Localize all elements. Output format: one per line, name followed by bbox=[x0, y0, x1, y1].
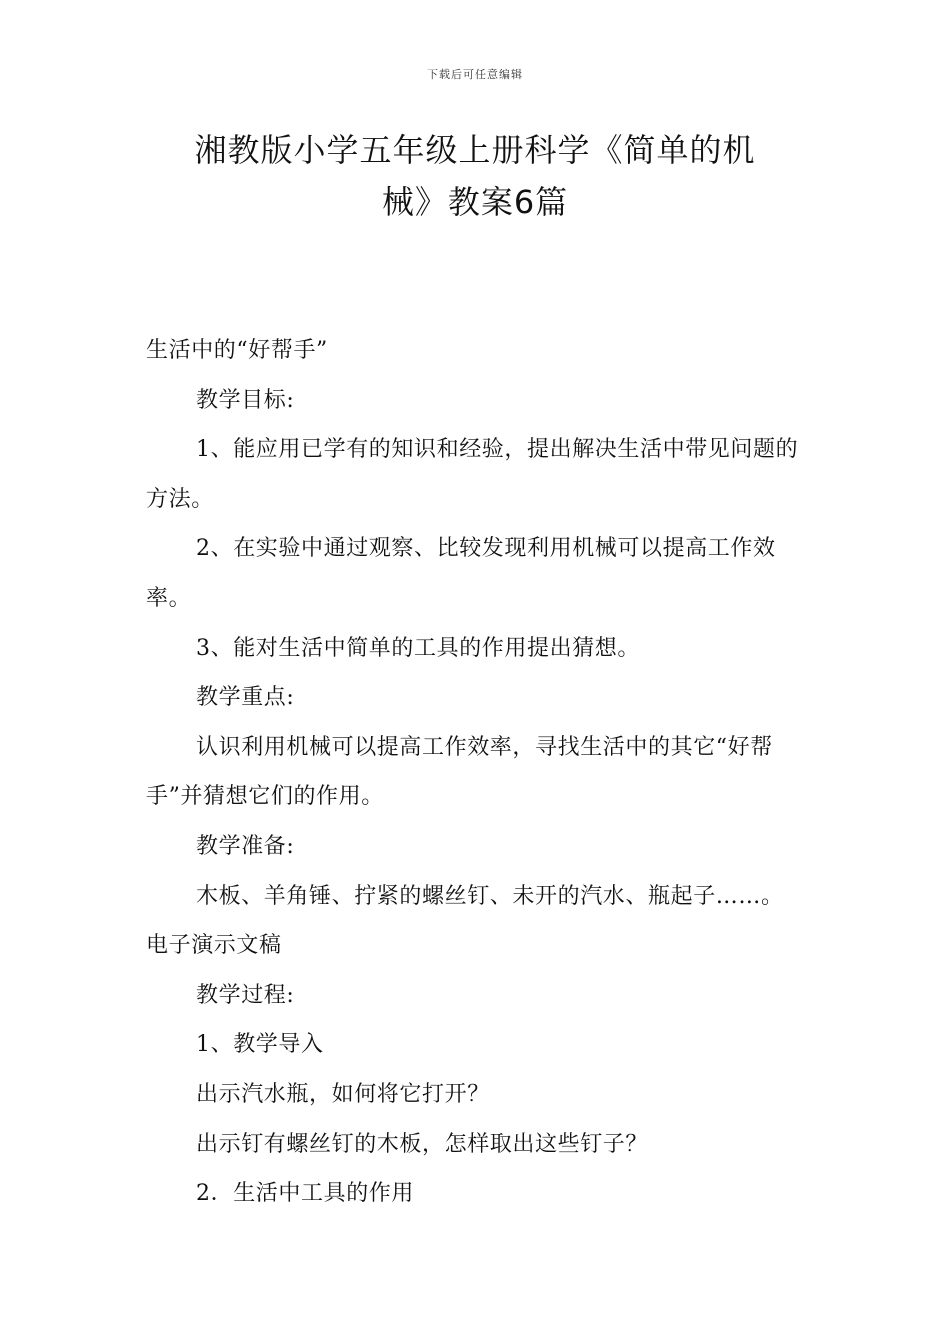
paragraph: 出示钉有螺丝钉的木板，怎样取出这些钉子？ bbox=[196, 1131, 649, 1157]
paragraph: 出示汽水瓶，如何将它打开？ bbox=[196, 1081, 490, 1107]
document-title bbox=[120, 124, 830, 228]
paragraph: 生活中的“好帮手” bbox=[146, 338, 328, 363]
paragraph: 3、能对生活中简单的工具的作用提出猜想。 bbox=[196, 635, 640, 661]
title-line-2: 械》教案6篇 bbox=[381, 183, 569, 221]
paragraph: 教学过程: bbox=[196, 982, 295, 1008]
title-line-1: 湘教版小学五年级上册科学《简单的机 bbox=[194, 131, 756, 169]
paragraph: 教学重点: bbox=[196, 685, 295, 711]
document-body bbox=[146, 326, 806, 1219]
paragraph: 1、能应用已学有的知识和经验，提出解决生活中带见问题的方法。 bbox=[146, 437, 799, 512]
header-note: 下载后可任意编辑 bbox=[427, 68, 523, 81]
paragraph: 1、教学导入 bbox=[196, 1032, 324, 1058]
paragraph: 教学准备: bbox=[196, 833, 295, 859]
paragraph: 2．生活中工具的作用 bbox=[196, 1181, 414, 1207]
paragraph: 2、在实验中通过观察、比较发现利用机械可以提高工作效率。 bbox=[146, 536, 776, 611]
paragraph: 认识利用机械可以提高工作效率，寻找生活中的其它“好帮手”并猜想它们的作用。 bbox=[146, 734, 773, 810]
paragraph: 教学目标: bbox=[196, 387, 295, 413]
paragraph: 木板、羊角锤、拧紧的螺丝钉、未开的汽水、瓶起子……。电子演示文稿 bbox=[146, 883, 784, 959]
